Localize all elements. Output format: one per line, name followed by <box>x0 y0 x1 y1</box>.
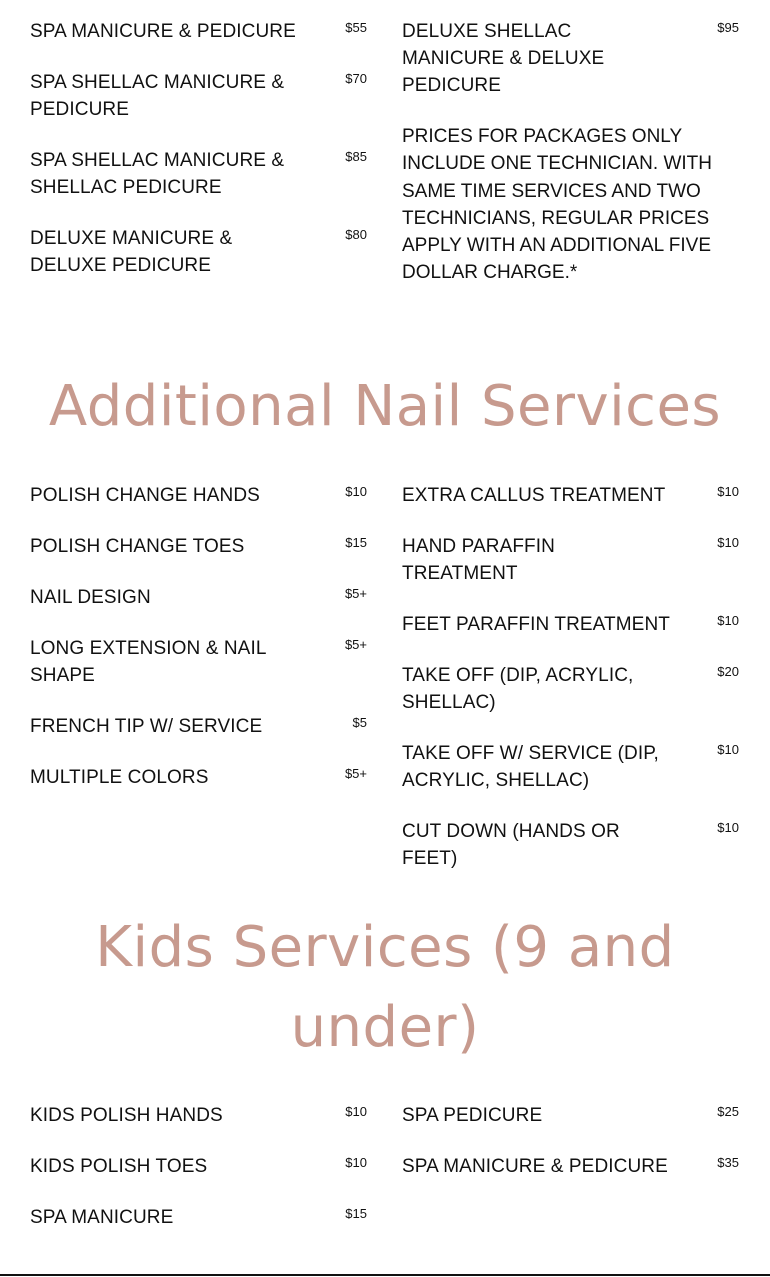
item-price: $5+ <box>344 766 367 781</box>
item-name: TAKE OFF (DIP, ACRYLIC, SHELLAC) <box>402 665 634 713</box>
kids-right-column <box>402 1102 739 1204</box>
item-name: TAKE OFF W/ SERVICE (DIP, ACRYLIC, SHELLAC) <box>402 743 659 791</box>
item-price: $10 <box>345 1155 367 1170</box>
menu-item <box>30 69 367 123</box>
packages-right-column <box>402 18 739 287</box>
item-name: POLISH CHANGE HANDS <box>30 485 260 506</box>
menu-item <box>402 482 739 509</box>
item-price: $55 <box>345 20 367 35</box>
item-name: LONG EXTENSION & NAIL SHAPE <box>30 638 266 686</box>
item-price: $15 <box>345 535 367 550</box>
item-price: $10 <box>717 820 739 835</box>
item-name: SPA SHELLAC MANICURE & PEDICURE <box>30 72 285 120</box>
item-price: $25 <box>717 1104 739 1119</box>
packages-left-column <box>30 18 367 303</box>
menu-item <box>402 740 739 794</box>
item-name: NAIL DESIGN <box>30 587 151 608</box>
item-name: SPA MANICURE & PEDICURE <box>402 1156 668 1177</box>
menu-item <box>30 482 367 509</box>
item-price: $10 <box>717 484 739 499</box>
item-price: $10 <box>345 1104 367 1119</box>
item-name: KIDS POLISH HANDS <box>30 1105 223 1126</box>
menu-item <box>30 1102 367 1129</box>
item-name: SPA PEDICURE <box>402 1105 543 1126</box>
packages-note: PRICES FOR PACKAGES ONLY INCLUDE ONE TECHNICIAN. WITH SAME TIME SERVICES AND TWO TECHNICIANS, REGULAR PRICES APPLY WITH AN ADDITIONAL FIVE DOLLAR CHARGE.* <box>402 126 713 284</box>
item-name: EXTRA CALLUS TREATMENT <box>402 485 666 506</box>
item-price: $15 <box>345 1206 367 1221</box>
item-price: $85 <box>345 149 367 164</box>
item-name: DELUXE MANICURE & DELUXE PEDICURE <box>30 228 233 276</box>
item-price: $5+ <box>344 586 367 601</box>
menu-item <box>30 1204 367 1231</box>
item-name: FRENCH TIP W/ SERVICE <box>30 716 263 737</box>
menu-item <box>30 764 367 791</box>
menu-item <box>402 662 739 716</box>
item-price: $10 <box>717 535 739 550</box>
menu-item <box>30 1153 367 1180</box>
item-name: KIDS POLISH TOES <box>30 1156 208 1177</box>
kids-services-heading: Kids Services (9 and under) <box>95 915 675 1060</box>
item-price: $10 <box>717 613 739 628</box>
item-price: $35 <box>717 1155 739 1170</box>
menu-item <box>30 225 367 279</box>
menu-item <box>30 584 367 611</box>
item-name: MULTIPLE COLORS <box>30 767 209 788</box>
additional-left-column <box>30 482 367 815</box>
menu-item <box>30 635 367 689</box>
additional-right-column <box>402 482 739 896</box>
item-price: $70 <box>345 71 367 86</box>
menu-item <box>402 1102 739 1129</box>
item-price: $20 <box>717 664 739 679</box>
item-name: CUT DOWN (HANDS OR FEET) <box>402 821 620 869</box>
menu-item <box>402 818 739 872</box>
menu-item <box>402 1153 739 1180</box>
item-name: SPA SHELLAC MANICURE & SHELLAC PEDICURE <box>30 150 285 198</box>
item-name: DELUXE SHELLAC MANICURE & DELUXE PEDICURE <box>402 21 605 96</box>
item-price: $10 <box>345 484 367 499</box>
menu-item <box>402 533 739 587</box>
item-price: $95 <box>717 20 739 35</box>
item-price: $5 <box>352 715 367 730</box>
item-price: $10 <box>717 742 739 757</box>
menu-item <box>402 611 739 638</box>
bottom-divider <box>0 1274 770 1276</box>
menu-item <box>30 713 367 740</box>
item-name: POLISH CHANGE TOES <box>30 536 245 557</box>
menu-item <box>30 18 367 45</box>
menu-item <box>30 533 367 560</box>
kids-left-column <box>30 1102 367 1255</box>
item-price: $80 <box>345 227 367 242</box>
item-name: SPA MANICURE & PEDICURE <box>30 21 296 42</box>
additional-services-heading: Additional Nail Services <box>48 374 722 439</box>
item-price: $5+ <box>344 637 367 652</box>
item-name: HAND PARAFFIN TREATMENT <box>402 536 555 584</box>
item-name: SPA MANICURE <box>30 1207 174 1228</box>
menu-item <box>30 147 367 201</box>
item-name: FEET PARAFFIN TREATMENT <box>402 614 670 635</box>
menu-item <box>402 18 739 99</box>
